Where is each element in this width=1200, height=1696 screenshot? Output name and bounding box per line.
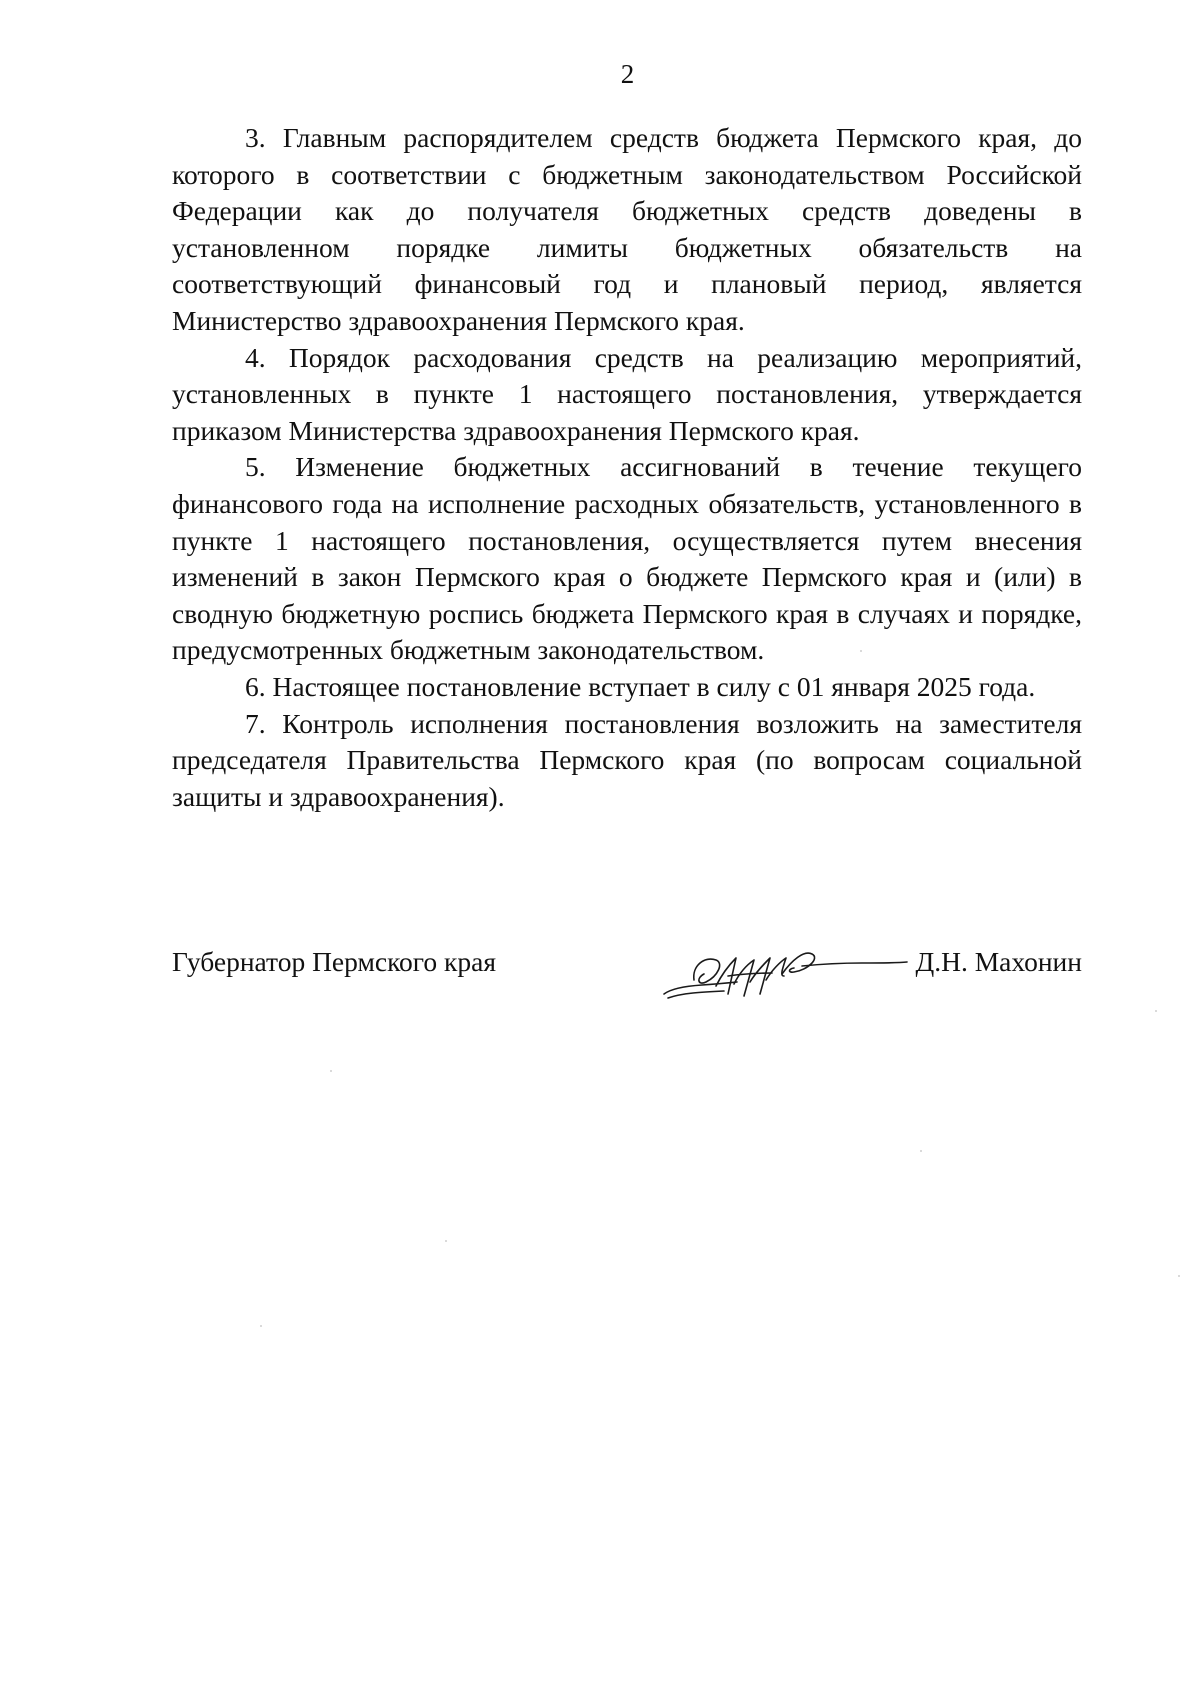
signatory-title: Губернатор Пермского края: [172, 946, 496, 977]
scan-speck: [1155, 1010, 1157, 1012]
page-number: 2: [620, 59, 635, 89]
paragraph-3: 3. Главным распорядителем средств бюджета Пермского края, до которого в соответствии с бюджетным законодательством Российской Федерации как до получателя бюджетных средств доведены в установленном порядке лимиты бюджетных обязательств на соответствующий финансовый год и плановый период, является Министерство здравоохранения Пермского края.: [172, 122, 1082, 336]
signatory-name: Д.Н. Махонин: [915, 946, 1082, 977]
scan-speck: [330, 1070, 332, 1072]
paragraph-5: 5. Изменение бюджетных ассигнований в течение текущего финансового года на исполнение расходных обязательств, установленного в пункте 1 настоящего постановления, осуществляется путем внесения изменений в закон Пермского края о бюджете Пермского края и (или) в сводную бюджетную роспись бюджета Пермского края в случаях и порядке, предусмотренных бюджетным законодательством.: [172, 451, 1082, 666]
paragraph-4: 4. Порядок расходования средств на реализацию мероприятий, установленных в пункте 1 настоящего постановления, утверждается приказом Министерства здравоохранения Пермского края.: [172, 341, 1082, 446]
signature-block: [172, 940, 1082, 1020]
document-body: [172, 120, 1082, 815]
paragraph-7: 7. Контроль исполнения постановления возложить на заместителя председателя Правительства Пермского края (по вопросам социальной защиты и здравоохранения).: [172, 707, 1082, 812]
paragraph-6: 6. Настоящее постановление вступает в силу с 01 января 2025 года.: [245, 670, 1036, 702]
scan-speck: [445, 1240, 447, 1242]
scan-speck: [1178, 1275, 1180, 1277]
scan-speck: [920, 1150, 922, 1152]
scan-speck: [860, 650, 862, 652]
scan-speck: [260, 1325, 262, 1327]
